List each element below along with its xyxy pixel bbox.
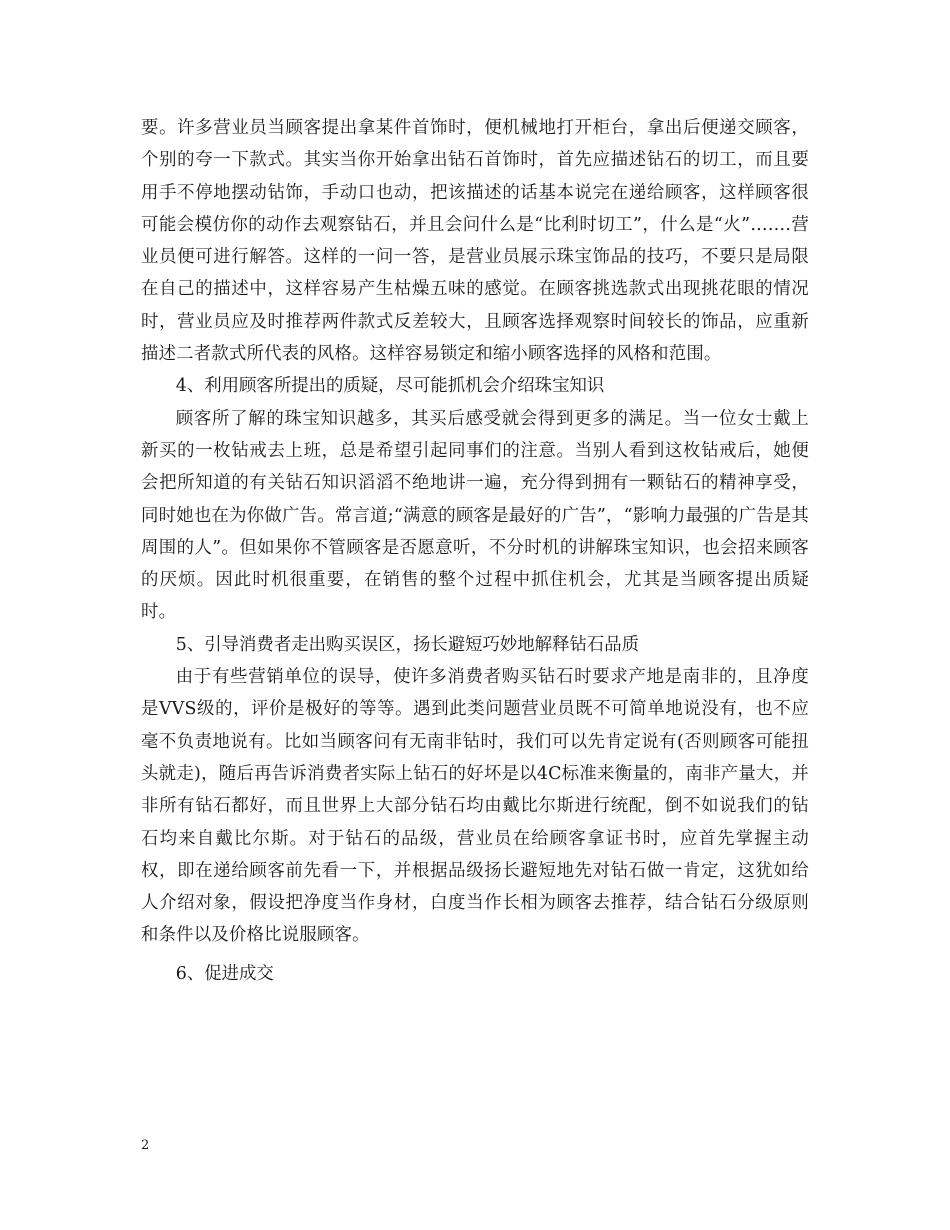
paragraph-continuation: 要。许多营业员当顾客提出拿某件首饰时，便机械地打开柜台，拿出后便递交顾客，个别的夸一下款式。其实当你开始拿出钻石首饰时，首先应描述钻石的切工，而且要用手不停地摆动钻饰，手动口也动，把该描述的话基本说完在递给顾客，这样顾客很可能会模仿你的动作去观察钻石，并且会问什么是“比利时切工”，什么是“火”…….营业员便可进行解答。这样的一问一答，是营业员展示珠宝饰品的技巧，不要只是局限在自己的描述中，这样容易产生枯燥五味的感觉。在顾客挑选款式出现挑花眼的情况时，营业员应及时推荐两件款式反差较大，且顾客选择观察时间较长的饰品，应重新描述二者款式所代表的风格。这样容易锁定和缩小顾客选择的风格和范围。 <box>141 118 809 365</box>
paragraph-section-4: 顾客所了解的珠宝知识越多，其买后感受就会得到更多的满足。当一位女士戴上新买的一枚钻戒去上班，总是希望引起同事们的注意。当别人看到这枚钻戒后，她便会把所知道的有关钻石知识滔滔不绝地讲一遍，充分得到拥有一颗钻石的精神享受，同时她也在为你做广告。常言道;“满意的顾客是最好的广告”，“影响力最强的广告是其周围的人”。但如果你不管顾客是否愿意听，不分时机的讲解珠宝知识，也会招来顾客的厌烦。因此时机很重要，在销售的整个过程中抓住机会，尤其是当顾客提出质疑时。 <box>141 408 809 623</box>
document-body <box>141 112 809 990</box>
section-heading-5: 5、引导消费者走出购买误区，扬长避短巧妙地解释钻石品质 <box>175 634 640 655</box>
paragraph-section-5: 由于有些营销单位的误导，使许多消费者购买钻石时要求产地是南非的，且净度是VVS级的，评价是极好的等等。遇到此类问题营业员既不可简单地说没有，也不应毫不负责地说有。比如当顾客问有无南非钻时，我们可以先肯定说有(否则顾客可能扭头就走)，随后再告诉消费者实际上钻石的好坏是以4C标准来衡量的，南非产量大，并非所有钻石都好，而且世界上大部分钻石均由戴比尔斯进行统配，倒不如说我们的钻石均来自戴比尔斯。对于钻石的品级，营业员在给顾客拿证书时，应首先掌握主动权，即在递给顾客前先看一下，并根据品级扬长避短地先对钻石做一肯定，这犹如给人介绍对象，假设把净度当作身材，白度当作长相为顾客去推荐，结合钻石分级原则和条件以及价格比说服顾客。 <box>141 667 809 946</box>
section-heading-6: 6、促进成交 <box>175 963 274 984</box>
page-number: 2 <box>141 1138 150 1153</box>
section-heading-4: 4、利用顾客所提出的质疑，尽可能抓机会介绍珠宝知识 <box>175 376 605 397</box>
